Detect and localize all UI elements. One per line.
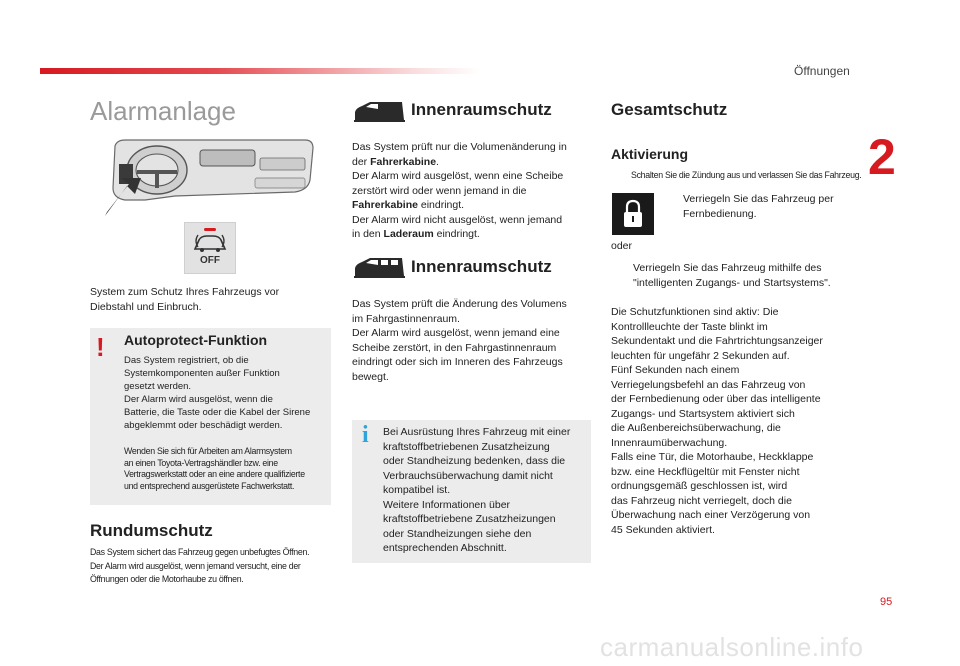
page-number: 95	[880, 596, 893, 608]
text-line: Verbrauchsüberwachung damit nicht	[383, 469, 553, 482]
innenraumschutz-title-2: Innenraumschutz	[411, 257, 552, 276]
text-line: Das System prüft die Änderung des Volumens	[352, 298, 567, 310]
step-smart-entry	[611, 261, 861, 290]
gesamtschutz-title: Gesamtschutz	[611, 100, 728, 119]
text-line: 45 Sekunden aktiviert.	[611, 523, 715, 536]
text-line: Innenraumüberwachung.	[611, 436, 728, 449]
text-span: in den	[352, 228, 384, 240]
text-line: Weitere Informationen über	[383, 498, 511, 511]
text-line: Sekundentakt und die Fahrtrichtungsanzeiger	[611, 335, 823, 347]
text-line: Systemkomponenten außer Funktion	[124, 368, 280, 379]
text-line: bewegt.	[352, 370, 389, 383]
text-line: kraftstoffbetriebenen Zusatzheizung	[383, 440, 550, 453]
text-line: im Fahrgastinnenraum.	[352, 312, 460, 325]
text-line: "intelligenten Zugangs- und Startsystems".	[633, 276, 831, 289]
oder-label: oder	[611, 240, 633, 252]
warning-icon: !	[96, 332, 105, 362]
text-line: Die Schutzfunktionen sind aktiv: Die	[611, 306, 779, 318]
text-line	[352, 155, 597, 170]
warning-paragraph-3	[124, 446, 329, 492]
text-line: Fünf Sekunden nach einem	[611, 364, 740, 376]
text-span: eindringt.	[417, 199, 465, 211]
text-line: ordnungsgemäß geschlossen ist, wird	[611, 480, 788, 492]
text-line: zerstört wird oder wenn jemand in die	[352, 184, 527, 197]
innenraumschutz-title-1: Innenraumschutz	[411, 100, 552, 119]
step-text: Schalten Sie die Zündung aus und verlassen Sie das Fahrzeug.	[631, 170, 862, 180]
text-line: Zugangs- und Startsystem aktiviert sich	[611, 407, 795, 420]
warning-paragraph-1	[124, 354, 329, 432]
bold-term: Fahrerkabine	[352, 199, 418, 211]
text-line: Der Alarm wird ausgelöst, wenn jemand versucht, eine der	[90, 560, 301, 571]
text-line: Bei Ausrüstung Ihres Fahrzeug mit einer	[383, 426, 571, 438]
intro-line: Diebstahl und Einbruch.	[90, 300, 202, 313]
text-line: Falls eine Tür, die Motorhaube, Heckklappe	[611, 451, 814, 463]
text-line: Der Alarm wird ausgelöst, wenn eine Scheibe	[352, 170, 564, 182]
text-line: Batterie, die Taste oder die Kabel der Sirene	[124, 407, 311, 418]
text-line: an einen Toyota-Vertragshändler bzw. eine	[124, 457, 278, 468]
rundumschutz-title: Rundumschutz	[90, 521, 213, 540]
text-line: die Außenbereichsüberwachung, die	[611, 422, 781, 434]
text-line: und entsprechend ausgerüstete Fachwerkstatt.	[124, 480, 295, 491]
text-line: Der Alarm wird nicht ausgelöst, wenn jemand	[352, 213, 563, 226]
dashboard-illustration	[105, 138, 320, 218]
text-line: Wenden Sie sich für Arbeiten am Alarmsystem	[124, 446, 292, 456]
text-line: Überwachung nach einer Verzögerung von	[611, 509, 811, 521]
text-line	[352, 198, 597, 213]
text-line: eindringt oder sich im Inneren des Fahrzeugs	[352, 356, 563, 368]
step-text	[611, 261, 861, 290]
text-line: abgeklemmt oder beschädigt werden.	[124, 420, 283, 431]
bold-term: Laderaum	[383, 228, 434, 240]
text-line: Der Alarm wird ausgelöst, wenn die	[124, 394, 273, 405]
text-line: Scheibe zerstört, in den Fahrgastinnenraum	[352, 341, 557, 354]
text-line: leuchten für ungefähr 2 Sekunden auf.	[611, 349, 790, 362]
text-line: oder Standheizung bedenken, dass die	[383, 455, 566, 467]
step-text	[662, 192, 862, 221]
section-title: Öffnungen	[794, 64, 850, 78]
innenraumschutz-text-2	[352, 297, 597, 384]
info-text	[383, 425, 588, 556]
padlock-icon	[612, 193, 654, 235]
watermark: carmanualsonline.info	[600, 632, 864, 662]
text-line: kompatibel ist.	[383, 484, 451, 496]
step-remote-lock	[662, 192, 862, 221]
innenraumschutz-text-1	[352, 140, 597, 242]
off-label: OFF	[200, 255, 220, 266]
alarm-intro	[90, 285, 330, 314]
rundumschutz-text	[90, 546, 340, 587]
car-alarm-icon	[185, 223, 235, 255]
text-line: oder Standheizungen siehe den	[383, 527, 532, 540]
text-line: gesetzt werden.	[124, 381, 192, 392]
alarm-off-button-illustration	[184, 222, 236, 274]
van-full-icon	[352, 256, 406, 280]
text-span: .	[436, 155, 439, 168]
text-line	[352, 227, 597, 242]
text-line: Verriegeln Sie das Fahrzeug mithilfe des	[633, 262, 822, 274]
text-line: kraftstoffbetriebene Zusatzheizungen	[383, 513, 556, 525]
warning-title: Autoprotect-Funktion	[124, 332, 268, 348]
intro-line: System zum Schutz Ihres Fahrzeugs vor	[90, 286, 280, 298]
text-line: Das System registriert, ob die	[124, 355, 249, 366]
text-line: entsprechenden Abschnitt.	[383, 542, 507, 554]
remote-lock-button	[612, 193, 654, 235]
info-box	[352, 420, 591, 563]
text-line: Fernbedienung.	[683, 207, 757, 220]
aktivierung-subtitle: Aktivierung	[611, 146, 689, 162]
text-line: Das System sichert das Fahrzeug gegen unbefugtes Öffnen.	[90, 547, 310, 557]
text-line: Öffnungen oder die Motorhaube zu öffnen.	[90, 574, 244, 584]
text-span: eindringt.	[433, 228, 480, 240]
bold-term: Fahrerkabine	[370, 155, 437, 168]
info-icon: i	[362, 422, 369, 448]
gesamtschutz-description	[611, 305, 861, 537]
text-line: Kontrollleuchte der Taste blinkt im	[611, 320, 768, 333]
text-line: Vertragswerkstatt oder an eine andere qualifizierte	[124, 469, 305, 479]
text-line: Verriegelungsbefehl an das Fahrzeug von	[611, 378, 806, 391]
text-line: Verriegeln Sie das Fahrzeug per	[683, 193, 834, 205]
van-cab-icon	[352, 100, 406, 124]
text-line: bzw. eine Heckflügeltür mit Fenster nicht	[611, 465, 800, 478]
text-line: das Fahrzeug nicht verriegelt, doch die	[611, 494, 792, 507]
text-line: der Fernbedienung oder über das intelligente	[611, 393, 821, 405]
page-title: Alarmanlage	[90, 96, 236, 126]
text-line: Der Alarm wird ausgelöst, wenn jemand eine	[352, 327, 560, 339]
header-accent-bar	[40, 68, 480, 74]
text-span: der	[352, 155, 371, 168]
text-line: Das System prüft nur die Volumenänderung in	[352, 141, 567, 153]
warning-box	[90, 328, 331, 505]
chapter-number: 2	[868, 129, 896, 185]
